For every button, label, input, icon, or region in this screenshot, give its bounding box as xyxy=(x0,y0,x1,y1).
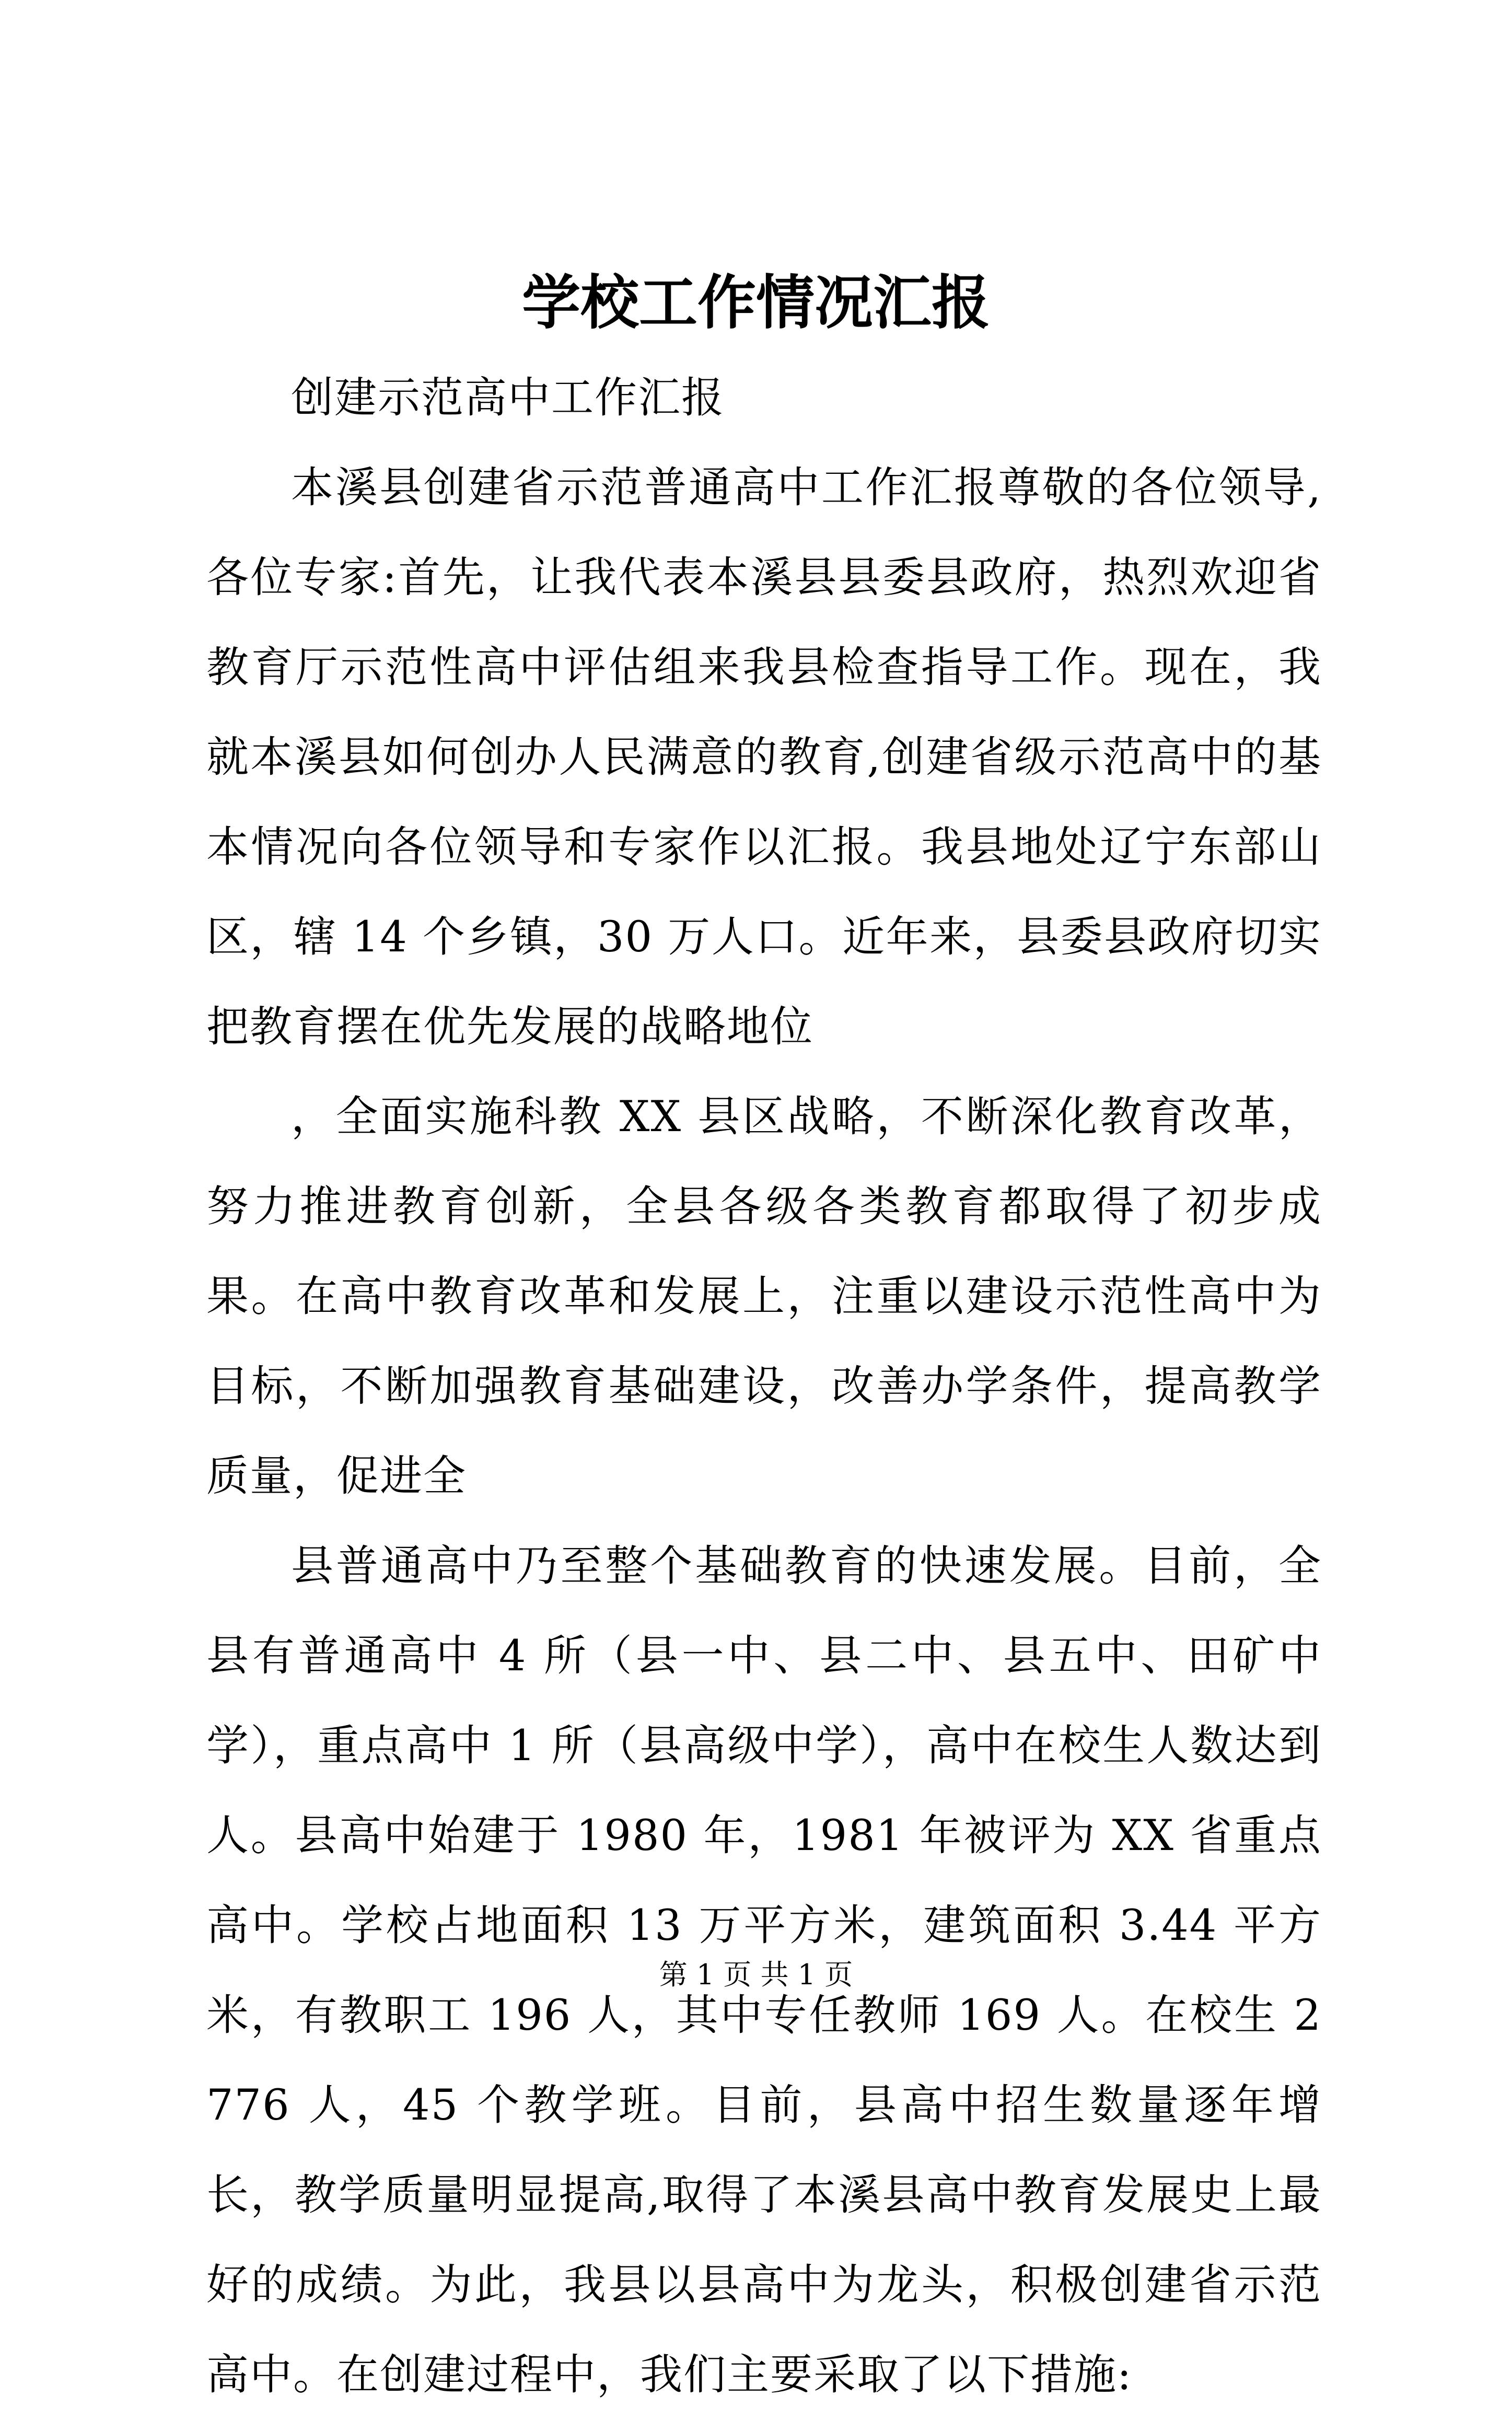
paragraph-strategy: ，全面实施科教 XX 县区战略，不断深化教育改革，努力推进教育创新，全县各级各类教育都取得了初步成果。在高中教育改革和发展上，注重以建设示范性高中为目标，不断加强教育基础建设，改善办学条件，提高教学质量，促进全 xyxy=(206,1092,1322,1501)
page-number-footer: 第 1 页 共 1 页 xyxy=(659,1958,853,1991)
document-body xyxy=(206,353,1322,2420)
paragraph-intro: 本溪县创建省示范普通高中工作汇报尊敬的各位领导,各位专家:首先，让我代表本溪县县委县政府，热烈欢迎省教育厅示范性高中评估组来我县检查指导工作。现在，我就本溪县如何创办人民满意的教育,创建省级示范高中的基本情况向各位领导和专家作以汇报。我县地处辽宁东部山区，辖 14 个乡镇，30 万人口。近年来，县委县政府切实把教育摆在优先发展的战略地位 xyxy=(206,463,1322,1052)
document-title: 学校工作情况汇报 xyxy=(522,269,990,337)
paragraph-subtitle: 创建示范高中工作汇报 xyxy=(291,374,725,423)
paragraph-schools: 县普通高中乃至整个基础教育的快速发展。目前，全县有普通高中 4 所（县一中、县二中、县五中、田矿中学），重点高中 1 所（县高级中学），高中在校生人数达到人。县高中始建于 1980 年，1981 年被评为 XX 省重点高中。学校占地面积 13 万平方米，建筑面积 3.44 平方米，有教职工 196 人，其中专任教师 169 人。在校生 2776 人，45 个教学班。目前，县高中招生数量逐年增长，教学质量明显提高,取得了本溪县高中教育发展史上最好的成绩。为此，我县以县高中为龙头，积极创建省示范高中。在创建过程中，我们主要采取了以下措施: xyxy=(206,1542,1322,2400)
